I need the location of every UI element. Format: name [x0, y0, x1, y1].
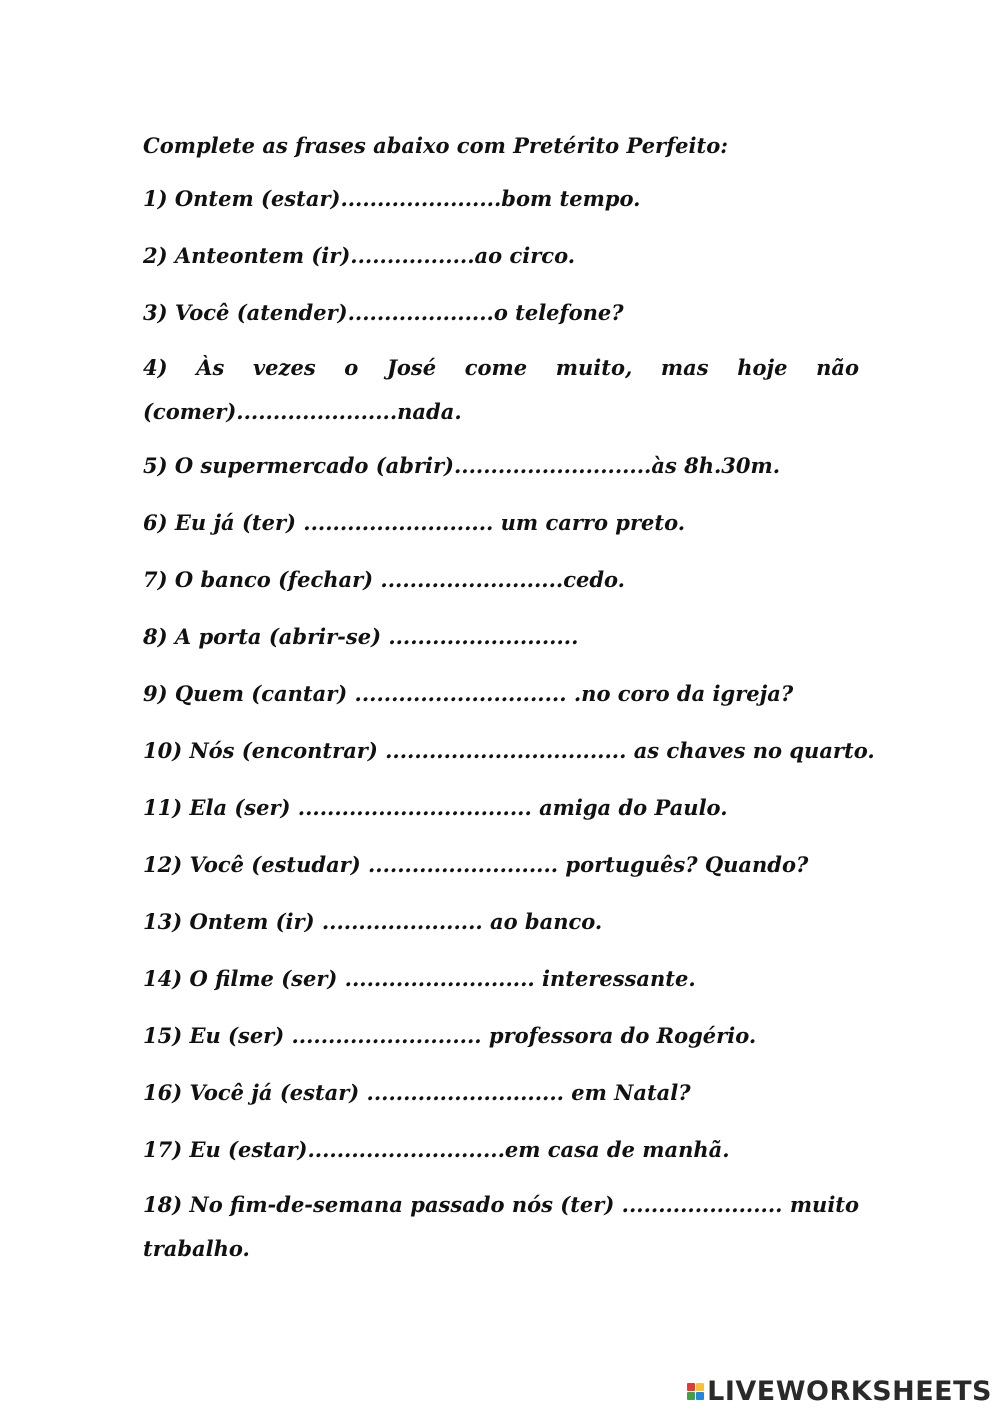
question-1: 1) Ontem (estar)......................bom tempo.: [143, 186, 641, 211]
worksheet: [143, 128, 875, 1285]
question-18: 18) No fim-de-semana passado nós (ter) ...................... muito trabalho.: [143, 1192, 859, 1261]
question-17: 17) Eu (estar)...........................em casa de manhã.: [143, 1137, 730, 1162]
question-14: 14) O filme (ser) .......................... interessante.: [143, 966, 696, 991]
question-3: 3) Você (atender)....................o telefone?: [143, 300, 624, 325]
question-9: 9) Quem (cantar) ............................. .no coro da igreja?: [143, 681, 794, 706]
question-15: 15) Eu (ser) .......................... professora do Rogério.: [143, 1023, 757, 1048]
liveworksheets-logo-text: LIVEWORKSHEETS: [707, 1375, 992, 1407]
liveworksheets-logo-icon: [687, 1383, 704, 1400]
question-11: 11) Ela (ser) ................................ amiga do Paulo.: [143, 795, 728, 820]
question-2: 2) Anteontem (ir).................ao circo.: [143, 243, 576, 268]
question-13: 13) Ontem (ir) ...................... ao banco.: [143, 909, 603, 934]
question-12: 12) Você (estudar) .......................... português? Quando?: [143, 852, 809, 877]
question-7: 7) O banco (fechar) .........................cedo.: [143, 567, 625, 592]
question-10: 10) Nós (encontrar) ................................. as chaves no quarto.: [143, 738, 875, 763]
question-8: 8) A porta (abrir-se) ..........................: [143, 624, 579, 649]
question-5: 5) O supermercado (abrir)...........................às 8h.30m.: [143, 453, 781, 478]
question-16: 16) Você já (estar) ........................... em Natal?: [143, 1080, 691, 1105]
liveworksheets-logo: [687, 1375, 992, 1407]
question-4: 4) Às vezes o José come muito, mas hoje não (comer)......................nada.: [143, 355, 859, 424]
question-6: 6) Eu já (ter) .......................... um carro preto.: [143, 510, 686, 535]
worksheet-title: Complete as frases abaixo com Pretérito Perfeito:: [143, 133, 728, 158]
